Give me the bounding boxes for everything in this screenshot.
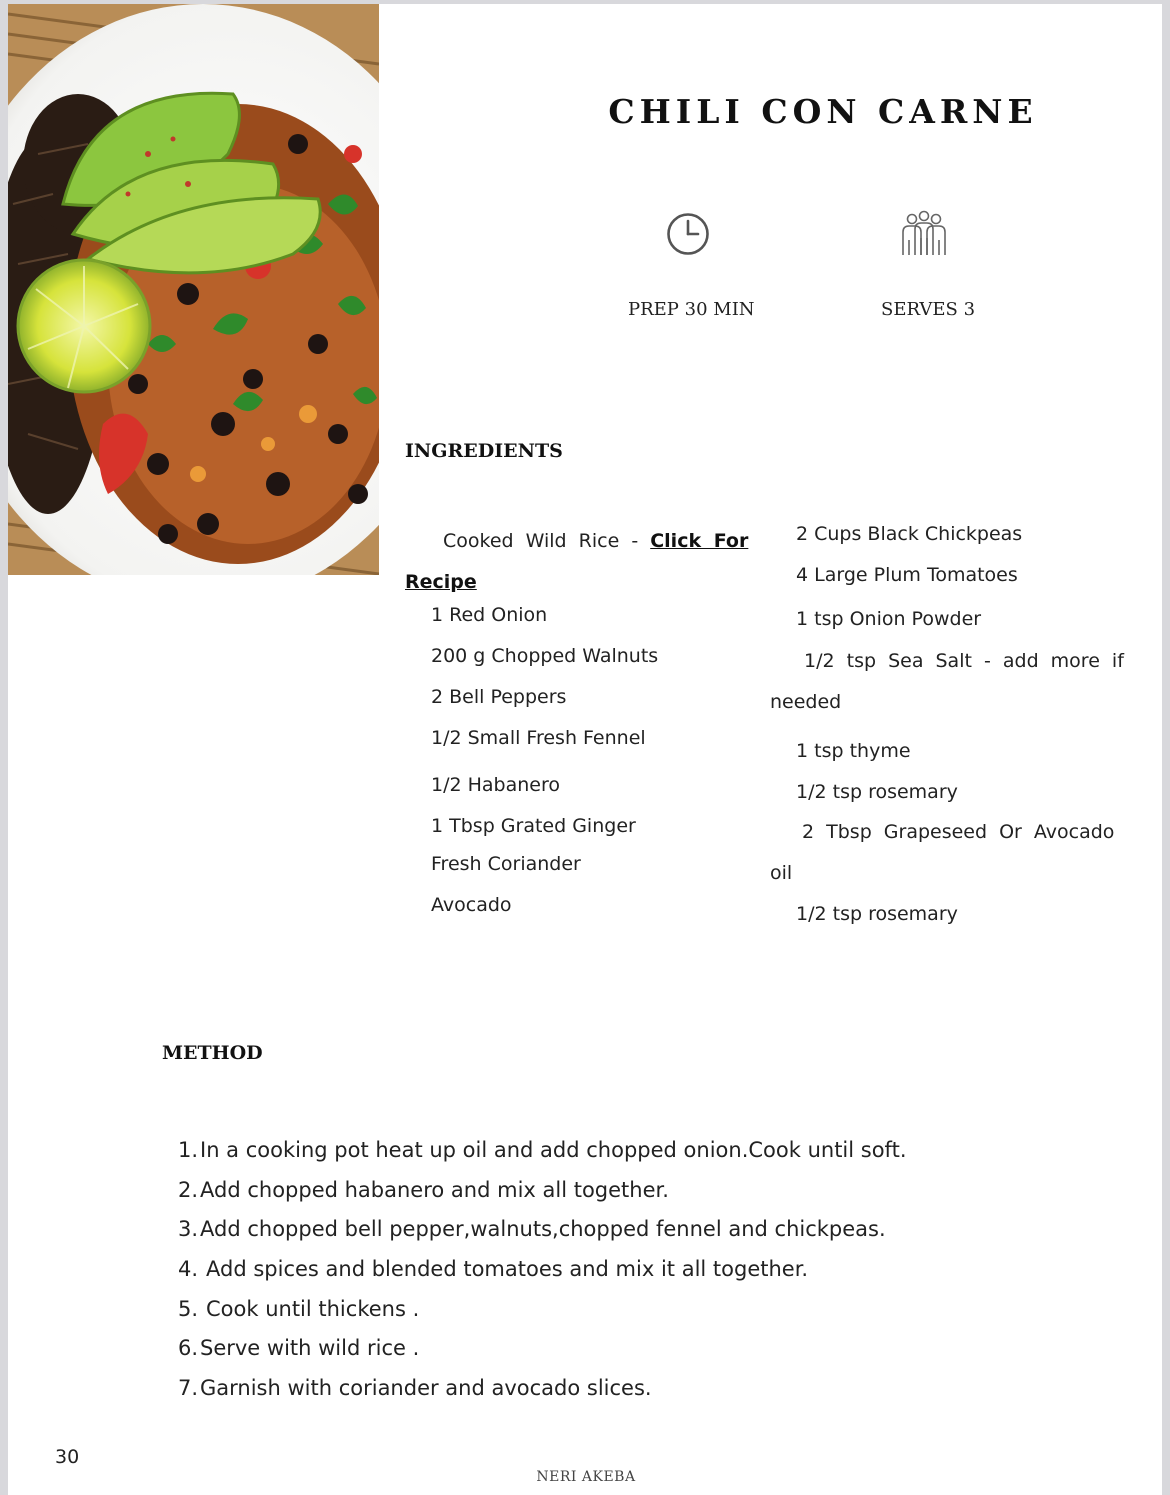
ingredient-item: 1 tsp Onion Powder [796,608,982,630]
ingredient-item: 1/2 Small Fresh Fennel [431,727,646,749]
ingredient-item: 200 g Chopped Walnuts [431,645,659,667]
ingredient-sea-salt: 1/2 tsp Sea Salt - add more if [804,650,1124,672]
ingredient-item: 1/2 tsp rosemary [796,781,958,803]
method-step: 5. Cook until thickens . [178,1297,420,1321]
servings-label: SERVES 3 [881,299,976,320]
method-step: 2.Add chopped habanero and mix all together. [178,1178,669,1202]
method-step: 4. Add spices and blended tomatoes and mix it all together. [178,1257,809,1281]
ingredients-heading: INGREDIENTS [405,440,563,462]
ingredient-wild-rice-cont [405,571,477,593]
recipe-title: CHILI CON CARNE [608,92,1038,131]
ingredient-item: 4 Large Plum Tomatoes [796,564,1018,586]
method-step: 3.Add chopped bell pepper,walnuts,chopped fennel and chickpeas. [178,1217,886,1241]
ingredient-item: 1 Tbsp Grated Ginger [431,815,636,837]
method-heading: METHOD [162,1042,263,1064]
ingredient-oil-cont: oil [770,862,793,884]
method-step: 7.Garnish with coriander and avocado slices. [178,1376,652,1400]
wild-rice-recipe-link[interactable]: Click For [650,530,749,552]
method-step: 1.In a cooking pot heat up oil and add chopped onion.Cook until soft. [178,1138,907,1162]
chili-bowl-image [8,4,379,575]
ingredient-item: Fresh Coriander [431,853,581,875]
prep-time-label: PREP 30 MIN [628,299,755,320]
clock-icon [666,212,710,256]
dish-photo [8,4,379,575]
page-number: 30 [55,1446,80,1468]
ingredient-item: 1/2 Habanero [431,774,561,796]
recipe-page [8,4,1162,1495]
ingredient-sea-salt-cont: needed [770,691,842,713]
ingredient-item: 1 tsp thyme [796,740,911,762]
ingredient-item: 2 Cups Black Chickpeas [796,523,1023,545]
ingredient-item: 1 Red Onion [431,604,548,626]
ingredient-oil: 2 Tbsp Grapeseed Or Avocado [802,821,1115,843]
ingredient-wild-rice: Cooked Wild Rice - Click For [443,530,749,552]
ingredient-item: 2 Bell Peppers [431,686,567,708]
wild-rice-recipe-link-cont[interactable]: Recipe [405,571,477,593]
author-footer: NERI AKEBA [536,1469,636,1485]
people-icon [899,210,949,258]
ingredient-item: 1/2 tsp rosemary [796,903,958,925]
method-step: 6.Serve with wild rice . [178,1336,420,1360]
ingredient-item: Avocado [431,894,512,916]
